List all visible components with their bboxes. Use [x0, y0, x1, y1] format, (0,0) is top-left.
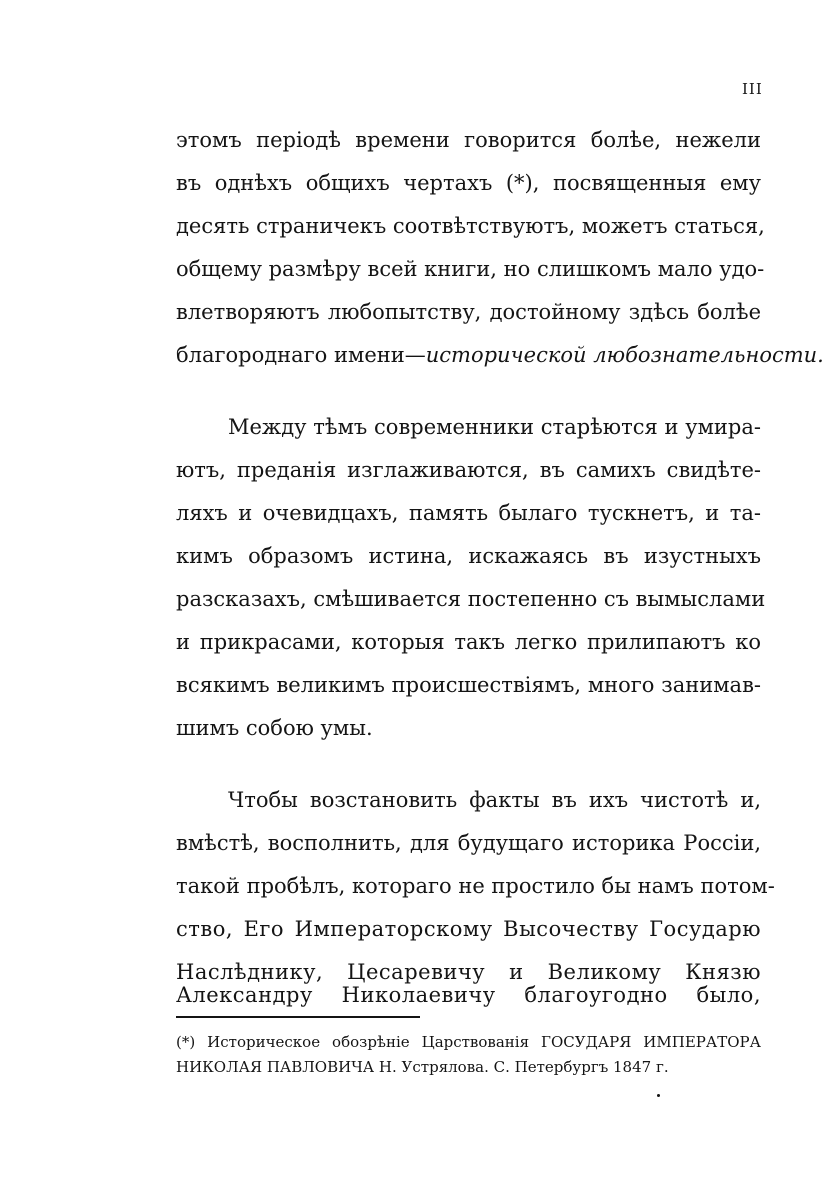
text-line: шимъ собою умы. [176, 716, 373, 740]
text-line: кимъ образомъ истина, искажаясь въ изустныхъ [176, 544, 761, 568]
text-line: ство, Его Императорскому Высочеству Государю [176, 917, 761, 941]
text-line: разсказахъ, смѣшивается постепенно съ вымыслами [176, 587, 766, 611]
text-line: Чтобы возстановить факты въ ихъ чистотѣ и, [228, 788, 761, 812]
footnote-line: НИКОЛАЯ ПАВЛОВИЧА Н. Устрялова. С. Петербургъ 1847 г. [176, 1058, 669, 1076]
text-line: общему размѣру всей книги, но слишкомъ мало удо- [176, 257, 765, 281]
footnote-line: (*) Историческое обозрѣніе Царствованія ГОСУДАРЯ ИМПЕРАТОРА [176, 1033, 761, 1051]
text-line: Наслѣднику, Цесаревичу и Великому Князю [176, 960, 761, 984]
text-line: Между тѣмъ современники старѣются и умира- [228, 415, 761, 439]
text-line: въ однѣхъ общихъ чертахъ (*), посвященныя ему [176, 171, 761, 195]
footnote-rule [176, 1016, 420, 1018]
text-line: и прикрасами, которыя такъ легко прилипаютъ ко [176, 630, 761, 654]
text-run: благороднаго имени— [176, 343, 426, 367]
text-line: Александру Николаевичу благоугодно было, [176, 983, 761, 1007]
italic-phrase: исторической любознательности. [425, 343, 824, 367]
text-line: такой пробѣлъ, котораго не простило бы намъ потом- [176, 874, 775, 898]
page-number: III [742, 80, 763, 98]
text-line: ляхъ и очевидцахъ, память былаго тускнетъ, и та- [176, 501, 761, 525]
text-line: влетворяютъ любопытству, достойному здѣсь болѣе [176, 300, 761, 324]
text-line: этомъ періодѣ времени говорится болѣе, нежели [176, 128, 761, 152]
text-line: десять страничекъ соотвѣтствуютъ, можетъ статься, [176, 214, 765, 238]
text-line: вмѣстѣ, восполнить, для будущаго историка Россіи, [176, 831, 761, 855]
text-line [176, 342, 824, 368]
text-line: ютъ, преданія изглаживаются, въ самихъ свидѣте- [176, 458, 761, 482]
ink-speck [657, 1094, 660, 1097]
text-line: всякимъ великимъ происшествіямъ, много занимав- [176, 673, 761, 697]
